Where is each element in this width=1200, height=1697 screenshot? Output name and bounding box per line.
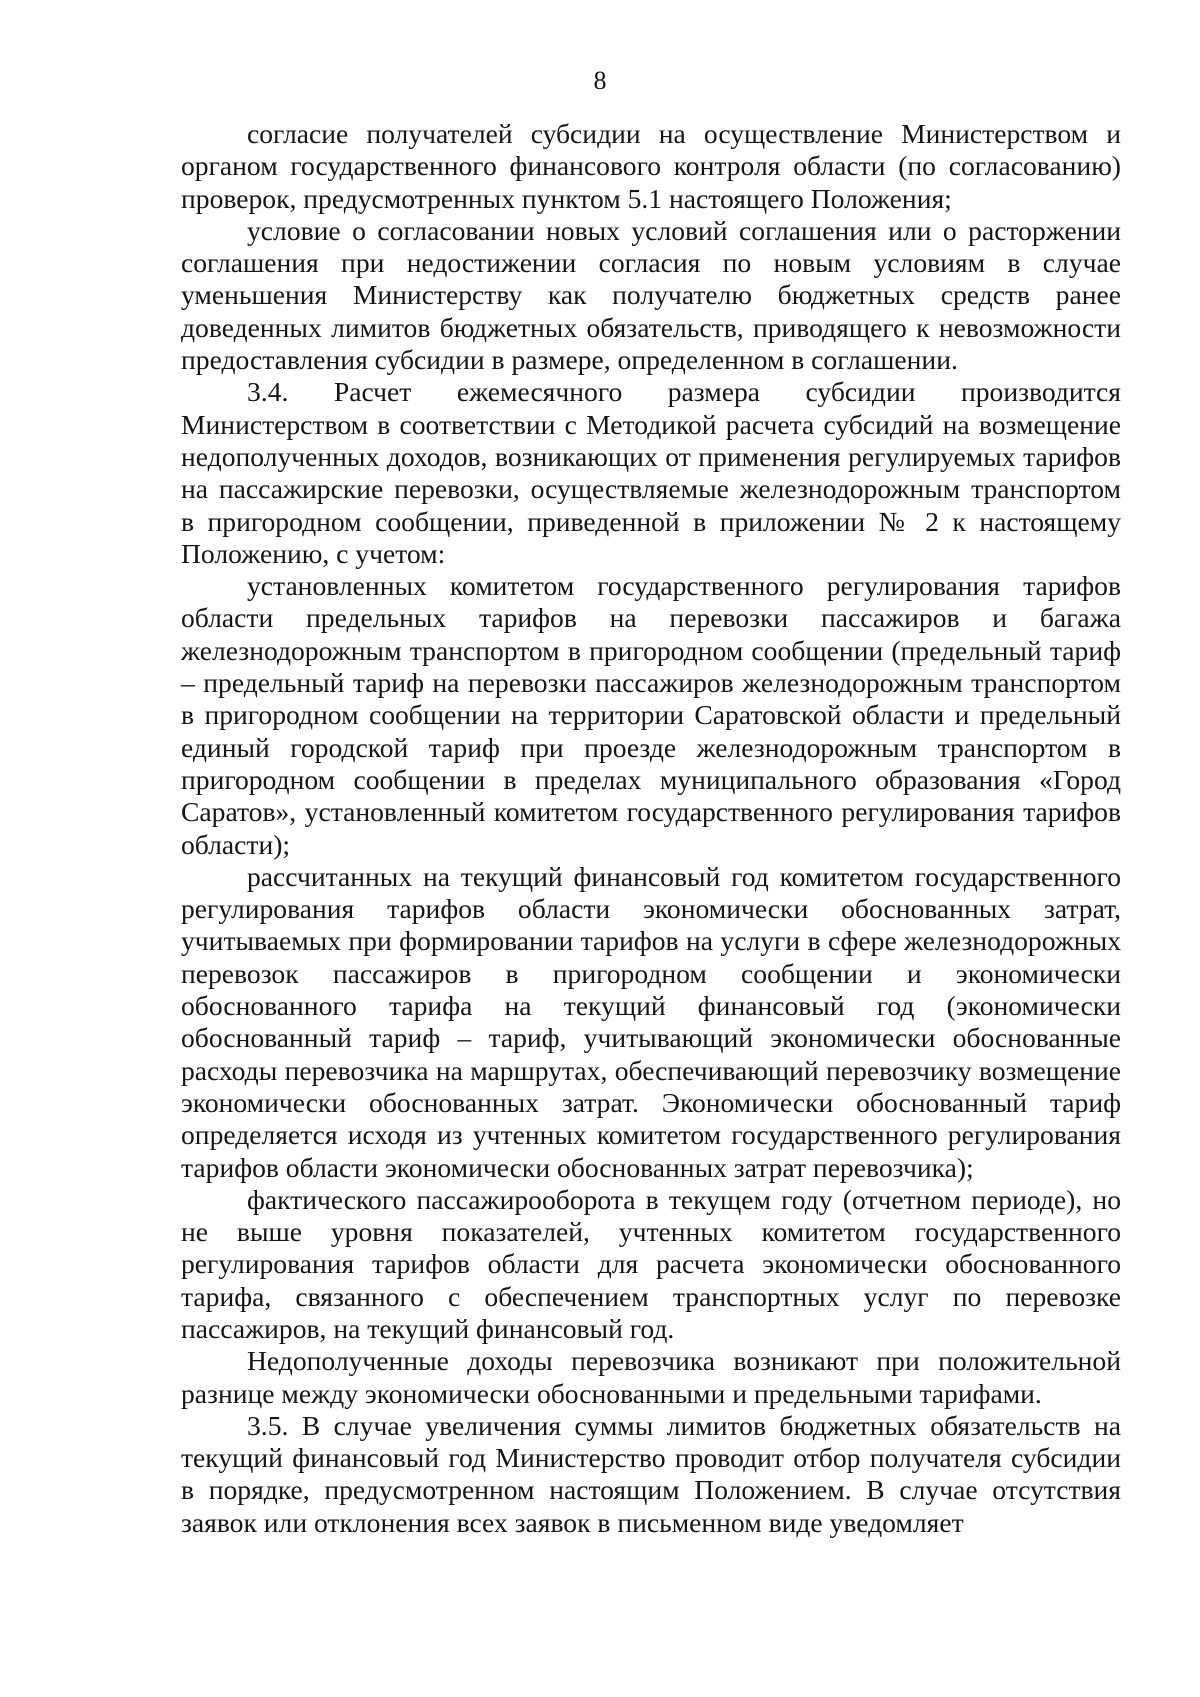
paragraph-section-3-5: 3.5. В случае увеличения суммы лимитов бюджетных обязательств на текущий финансовый год Министерство проводит отбор получателя субсидии в порядке, предусмотренном настоящим Положением. В случае отсутствия заявок или отклонения всех заявок в письменном виде уведомляет [181,1409,1121,1538]
page-number: 8 [593,66,607,95]
paragraph-justified-costs: рассчитанных на текущий финансовый год комитетом государственного регулирования тарифов области экономически обоснованных затрат, учитываемых при формировании тарифов на услуги в сфере железнодорожных перевозок пассажиров в пригородном сообщении и экономически обоснованного тарифа на текущий финансовый год (экономически обоснованный тариф – тариф, учитывающий экономически обоснованные расходы перевозчика на маршрутах, обеспечивающий перевозчику возмещение экономически обоснованных затрат. Экономически обоснованный тариф определяется исходя из учтенных комитетом государственного регулирования тарифов области экономически обоснованных затрат перевозчика); [181,860,1121,1183]
document-body [181,118,1121,1539]
paragraph-section-3-4: 3.4. Расчет ежемесячного размера субсидии производится Министерством в соответствии с Методикой расчета субсидий на возмещение недополученных доходов, возникающих от применения регулируемых тарифов на пассажирские перевозки, осуществляемые железнодорожным транспортом в пригородном сообщении, приведенной в приложении № 2 к настоящему Положению, с учетом: [181,376,1121,569]
paragraph-passenger-turnover: фактического пассажирооборота в текущем году (отчетном периоде), но не выше уровня показателей, учтенных комитетом государственного регулирования тарифов области для расчета экономически обоснованного тарифа, связанного с обеспечением транспортных услуг по перевозке пассажиров, на текущий финансовый год. [181,1183,1121,1344]
paragraph-lost-income: Недополученные доходы перевозчика возникают при положительной разнице между экономически обоснованными и предельными тарифами. [181,1345,1121,1409]
paragraph-maximum-tariffs: установленных комитетом государственного регулирования тарифов области предельных тарифов на перевозки пассажиров и багажа железнодорожным транспортом в пригородном сообщении (предельный тариф – предельный тариф на перевозки пассажиров железнодорожным транспортом в пригородном сообщении на территории Саратовской области и предельный единый городской тариф при проезде железнодорожным транспортом в пригородном сообщении в пределах муниципального образования «Город Саратов», установленный комитетом государственного регулирования тарифов области); [181,570,1121,860]
paragraph-consent-checks: согласие получателей субсидии на осуществление Министерством и органом государственного финансового контроля области (по согласованию) проверок, предусмотренных пунктом 5.1 настоящего Положения; [181,118,1121,214]
paragraph-agreement-terms: условие о согласовании новых условий соглашения или о расторжении соглашения при недостижении согласия по новым условиям в случае уменьшения Министерству как получателю бюджетных средств ранее доведенных лимитов бюджетных обязательств, приводящего к невозможности предоставления субсидии в размере, определенном в соглашении. [181,214,1121,376]
